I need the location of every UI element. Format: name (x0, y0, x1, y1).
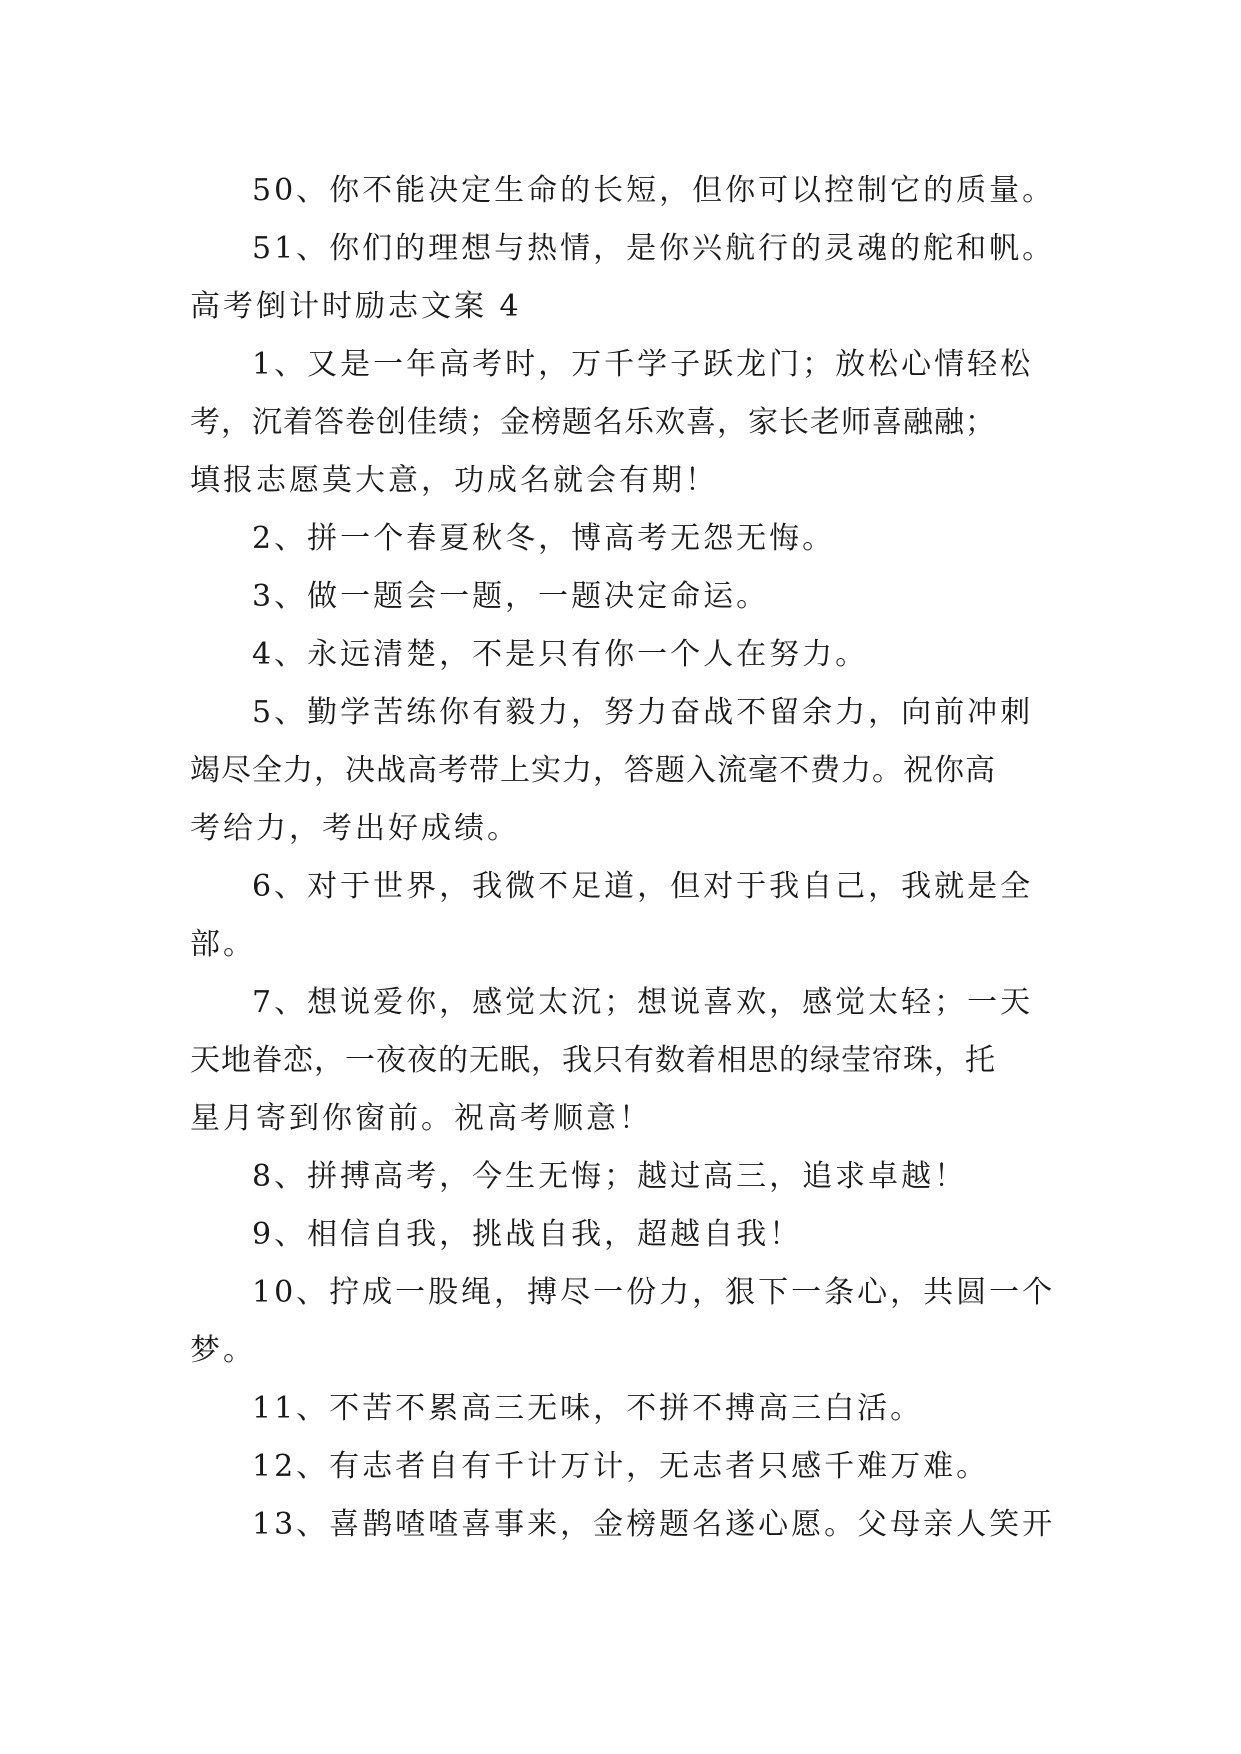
text-line: 考，沉着答卷创佳绩；金榜题名乐欢喜，家长老师喜融融； (190, 405, 996, 440)
paragraph-11 (190, 1380, 1070, 1438)
text-line: 13、喜鹊喳喳喜事来，金榜题名遂心愿。父母亲人笑开 (252, 1507, 1056, 1542)
paragraph-6 (190, 858, 1070, 974)
paragraph-8 (190, 1148, 1070, 1206)
text-line: 考给力，考出好成绩。 (190, 811, 520, 846)
paragraph-10 (190, 1264, 1070, 1380)
paragraph-7 (190, 974, 1070, 1148)
paragraph-1 (190, 336, 1070, 510)
section-heading (190, 278, 1070, 336)
text-line: 51、你们的理想与热情，是你兴航行的灵魂的舵和帆。 (252, 231, 1056, 266)
text-line: 梦。 (190, 1333, 256, 1368)
text-line: 6、对于世界，我微不足道，但对于我自己，我就是全 (252, 869, 1034, 904)
paragraph-50 (190, 162, 1070, 220)
text-line: 填报志愿莫大意，功成名就会有期！ (190, 463, 718, 498)
text-line: 11、不苦不累高三无味，不拼不搏高三白活。 (252, 1391, 924, 1426)
text-line: 9、相信自我，挑战自我，超越自我！ (252, 1217, 803, 1252)
paragraph-9 (190, 1206, 1070, 1264)
paragraph-3 (190, 568, 1070, 626)
paragraph-51 (190, 220, 1070, 278)
text-line: 3、做一题会一题，一题决定命运。 (252, 579, 770, 614)
text-line: 8、拼搏高考，今生无悔；越过高三，追求卓越！ (252, 1159, 968, 1194)
text-line: 4、永远清楚，不是只有你一个人在努力。 (252, 637, 869, 672)
paragraph-12 (190, 1438, 1070, 1496)
text-line: 10、拧成一股绳，搏尽一份力，狠下一条心，共圆一个 (252, 1275, 1056, 1310)
text-line: 2、拼一个春夏秋冬，博高考无怨无悔。 (252, 521, 836, 556)
text-line: 1、又是一年高考时，万千学子跃龙门；放松心情轻松 (252, 347, 1034, 382)
text-line: 7、想说爱你，感觉太沉；想说喜欢，感觉太轻；一天 (252, 985, 1034, 1020)
paragraph-4 (190, 626, 1070, 684)
text-line: 星月寄到你窗前。祝高考顺意！ (190, 1101, 652, 1136)
document-body (190, 162, 1070, 1554)
text-line: 5、勤学苦练你有毅力，努力奋战不留余力，向前冲刺 (252, 695, 1034, 730)
text-line: 竭尽全力，决战高考带上实力，答题入流毫不费力。祝你高 (190, 753, 996, 788)
text-line: 天地眷恋，一夜夜的无眠，我只有数着相思的绿莹帘珠，托 (190, 1043, 996, 1078)
paragraph-13 (190, 1496, 1070, 1554)
text-line: 部。 (190, 927, 256, 962)
text-line: 50、你不能决定生命的长短，但你可以控制它的质量。 (252, 173, 1056, 208)
text-line: 12、有志者自有千计万计，无志者只感千难万难。 (252, 1449, 990, 1484)
paragraph-2 (190, 510, 1070, 568)
heading-text: 高考倒计时励志文案 4 (190, 289, 522, 324)
paragraph-5 (190, 684, 1070, 858)
